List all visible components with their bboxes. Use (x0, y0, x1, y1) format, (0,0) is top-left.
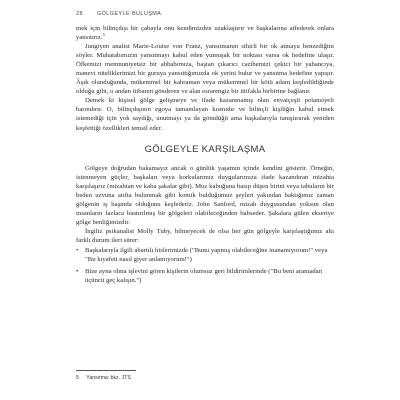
bullet-list (76, 246, 334, 285)
footnote (76, 375, 131, 381)
paragraph: Demek ki kişisel gölge gelişmeye ve ifade kazanmamış olan envaiçeşit potansiyeli barındırır. O, bilinçdışının egoya tamamlayan kısmıdır ve bilinçli kişiliğin kabul etmek istemediği için yok saydığı, unutmayı ya da gömdüğü ama başkalarıyla tanıştırarak yeniden keşfettiği özellikleri temsil eder. (76, 97, 334, 132)
list-item: • Başkalarıyla ilgili abartılı hislerimizde ("Bunu yapmış olabileceğine inanamıyorum!" veya "Bu kıyafeti nasıl giyer anlamıyorum!") (76, 246, 334, 264)
running-head (76, 11, 161, 17)
footnote-reference: 5 (102, 31, 105, 37)
paragraph: Gölgeye doğrudan bakamayız ancak o günlük yaşamın içinde kendini gösterir. Örneğin, istenmeyen güçler, başkaları veya korkularımız duygularımıza ifade kazandıran mizahta karşılaşırız (mizahtan ve kaba şakalar gibi). Muz kabuğuna basıp düşen birini veya tabuların bir beden uzvuna atıfta bulunmak gibi komik bulduğumuz şeyleri yakından baktığımız zaman gölgenin iş başında olduğunu keşfederiz. John Sanford, mizah duygusundan yoksun olan insanların fazlaca bastırılmış bir gölgeleri olabileceğinden bahseder. Şakalara gülen ekseriye gölge benliğimizdir. (76, 164, 334, 226)
running-head-title: GÖLGEYLE BULUŞMA (96, 11, 162, 17)
paragraph: İngiliz psikanalist Molly Tuby, bilmeyecek de olsa her gün gölgeyle karşılaştığımız altı farklı durum ileri sürer: (76, 227, 334, 244)
paragraph: Jungiyen analist Marie-Louise von Franz, yansıtmanın sihirli bir ok atmaya benzediğini söyler. Muhatabımızın yansıtmayı kabul eden yumuşak bir noktası varsa ok hedefine ulaşır. Öfkemizi memnuniyetsiz bir ahbabımıza, baştan çıkarıcı cazibemizi çekici bir yabancıya, manevi niteliklerimizi bir guruya yansıttığımızda ok yerini bulur ve yansıtma hedefine yapışır. Âşık olunduğunda, mükemmel bir kahraman veya mükemmel bir kötü adam keşfedildiğinde olduğu gibi, o andan itibaren gönderen ve alan esrarengiz bir ittifakla birbirine bağlanır. (76, 43, 334, 96)
list-item: • Bize ayna olma işlevini gören kişilerin olumsuz geri bildirimlerinde ("Bu beni aramadan üçüncü geç kalışın.") (76, 267, 334, 285)
body-text (76, 24, 334, 288)
section-title: GÖLGEYLE KARŞILAŞMA (144, 143, 266, 155)
page-number: 28 (76, 11, 83, 17)
footnote-text: Yansıtma: bkz. JTS (86, 375, 131, 381)
footnote-number: 5 (76, 375, 79, 381)
footnote-divider (76, 370, 136, 371)
paragraph: mek için bilinçdışı bir çabayla onu kendimizden uzaklaştırır ve başkalarına atfederek onlara yansıtırız.$^5$ (76, 25, 334, 42)
